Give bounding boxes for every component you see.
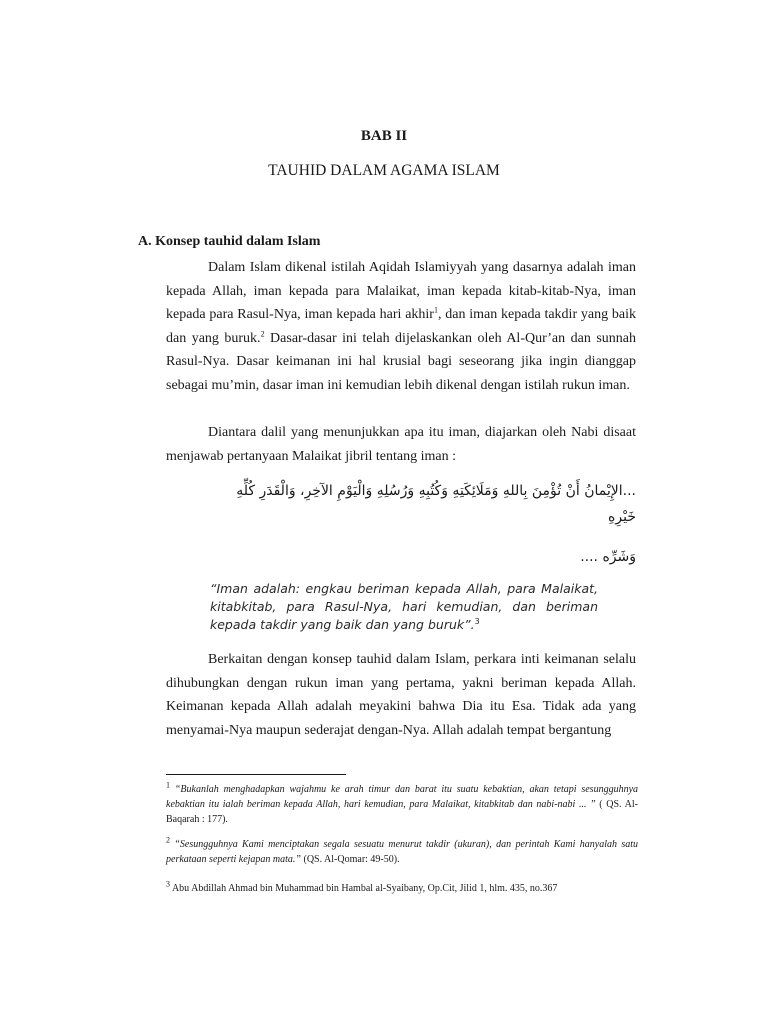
paragraph-text: Diantara dalil yang menunjukkan apa itu iman, diajarkan oleh Nabi disaat menjawab pertanyaan Malaikat jibril tentang iman : bbox=[166, 425, 636, 464]
footnote-citation: Abu Abdillah Ahmad bin Muhammad bin Hambal al-Syaibany, Op.Cit, Jilid 1, hlm. 435, no.367 bbox=[171, 883, 558, 894]
paragraph-tauhid bbox=[166, 648, 636, 742]
chapter-title: TAUHID DALAM AGAMA ISLAM bbox=[268, 162, 500, 179]
footnote-italic-text: “Bukanlah menghadapkan wajahmu ke arah timur dan barat itu suatu kebaktian, akan tetapi sesungguhnya kebaktian itu ialah beriman kepada Allah, hari kemudian, para Malaikat, kitabkitab dan nabi-nabi ... ” bbox=[166, 784, 639, 810]
quote-text: “Iman adalah: engkau beriman kepada Allah, para Malaikat, kitabkitab, para Rasul-Nya, hari kemudian, dan beriman kepada takdir yang baik dan yang buruk”. bbox=[210, 581, 598, 632]
arabic-hadith-text: ...الإِيْمانُ أَنْ تُؤْمِنَ بِاللهِ وَمَلَائِكَتِهِ وَكُتُبِهِ وَرُسُلِهِ وَالْيَوْمِ الآخِرِ، وَالْقَدَرِ كُلِّهِ خَيْرِهِ bbox=[236, 483, 636, 525]
section-heading: A. Konsep tauhid dalam Islam bbox=[138, 234, 321, 249]
translation-quote bbox=[210, 580, 598, 634]
footnote-2 bbox=[166, 837, 638, 867]
footnote-1 bbox=[166, 782, 638, 827]
footnote-3 bbox=[166, 881, 638, 896]
chapter-label: BAB II bbox=[360, 128, 408, 144]
paragraph-dalil bbox=[166, 421, 636, 468]
footnote-ref: 1 bbox=[433, 305, 438, 315]
footnote-ref: 3 bbox=[474, 616, 480, 626]
paragraph-aqidah bbox=[166, 256, 636, 397]
paragraph-text: Dalam Islam dikenal istilah Aqidah Islamiyyah yang dasarnya adalah iman kepada Allah, iman kepada para Malaikat, iman kepada kitab-kitab-Nya, iman kepada para Rasul-Nya, iman kepada hari akhir bbox=[166, 260, 636, 322]
paragraph-text: Dasar-dasar ini telah dijelaskankan oleh Al-Qur’an dan sunnah Rasul-Nya. Dasar keimanan ini hal krusial bagi seseorang jika ingin dianggap sebagai mu’min, dasar iman ini kemudian lebih dikenal dengan istilah rukun iman. bbox=[166, 330, 636, 393]
footnote-citation: (QS. Al-Qomar: 49-50). bbox=[300, 854, 400, 865]
footnote-number: 2 bbox=[166, 835, 170, 845]
footnote-divider bbox=[166, 774, 346, 775]
footnote-number: 3 bbox=[166, 879, 170, 889]
footnote-ref: 2 bbox=[260, 328, 265, 338]
paragraph-text: Berkaitan dengan konsep tauhid dalam Islam, perkara inti keimanan selalu dihubungkan dengan rukun iman yang pertama, yakni beriman kepada Allah. Keimanan kepada Allah adalah meyakini bahwa Dia itu Esa. Tidak ada yang menyamai-Nya maupun sederajat dengan-Nya. Allah adalah tempat bergantung bbox=[166, 652, 636, 738]
footnote-italic-text: “Sesungguhnya Kami menciptakan segala sesuatu menurut takdir (ukuran), dan perintah Kami hanyalah satu perkataan seperti kejapan mata.” bbox=[166, 839, 638, 865]
arabic-hadith-continuation: وَشَرِّه .... bbox=[580, 549, 636, 565]
paragraph-text: , dan iman kepada takdir yang baik dan yang buruk. bbox=[166, 307, 636, 346]
footnote-number: 1 bbox=[166, 780, 170, 790]
footnote-citation: ( QS. Al-Baqarah : 177). bbox=[166, 799, 638, 825]
